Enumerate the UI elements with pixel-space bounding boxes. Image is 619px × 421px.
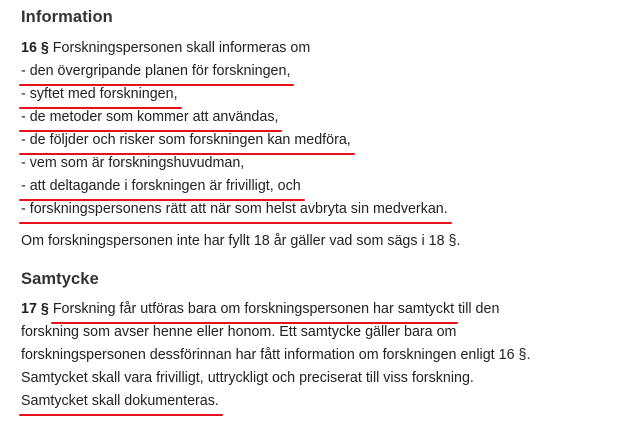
paragraph-17-line-4: Samtycket skall vara frivilligt, uttryckligt och preciserat till viss forskning. [21,370,474,386]
section-number-17: 17 § [21,301,49,317]
list-item-text: - syftet med forskningen, [21,83,178,106]
heading-samtycke: Samtycke [21,270,99,288]
paragraph-17-line-1 [21,298,530,321]
paragraph-note-18 [21,230,460,253]
paragraph-17-line-2: forskning som avser henne eller honom. Ett samtycke gäller bara om [21,324,457,340]
list-item [21,198,448,221]
list-item-text: - att deltagande i forskningen är frivilligt, och [21,175,301,198]
list-item [21,106,448,129]
note-text: Om forskningspersonen inte har fyllt 18 år gäller vad som sägs i 18 §. [21,233,461,249]
paragraph-16-intro-line [21,37,448,60]
list-item-text: - den övergripande planen för forskningen, [21,60,290,83]
paragraph-17 [21,298,530,413]
underlined-documentation-requirement: Samtycket skall dokumenteras. [21,390,219,413]
underlined-consent-requirement: Forskning får utföras bara om forskningspersonen har samtyckt [53,298,454,321]
section-number-16: 16 § [21,40,49,56]
heading-information: Information [21,8,113,26]
list-item-text: - de metoder som kommer att användas, [21,106,278,129]
list-item [21,83,448,106]
paragraph-17-line-3: forskningspersonen dessförinnan har fått information om forskningen enligt 16 §. [21,347,531,363]
list-item-text: - forskningspersonens rätt att när som helst avbryta sin medverkan. [21,198,448,221]
paragraph-16 [21,37,448,221]
paragraph-17-line-5 [21,390,530,413]
list-item [21,60,448,83]
list-item [21,129,448,152]
list-item-text: - vem som är forskningshuvudman, [21,155,245,171]
list-item [21,175,448,198]
list-item-text: - de följder och risker som forskningen kan medföra, [21,129,351,152]
paragraph-16-intro: Forskningspersonen skall informeras om [48,40,311,56]
paragraph-17-line-1-rest: till den [454,301,500,317]
list-item [21,152,448,175]
